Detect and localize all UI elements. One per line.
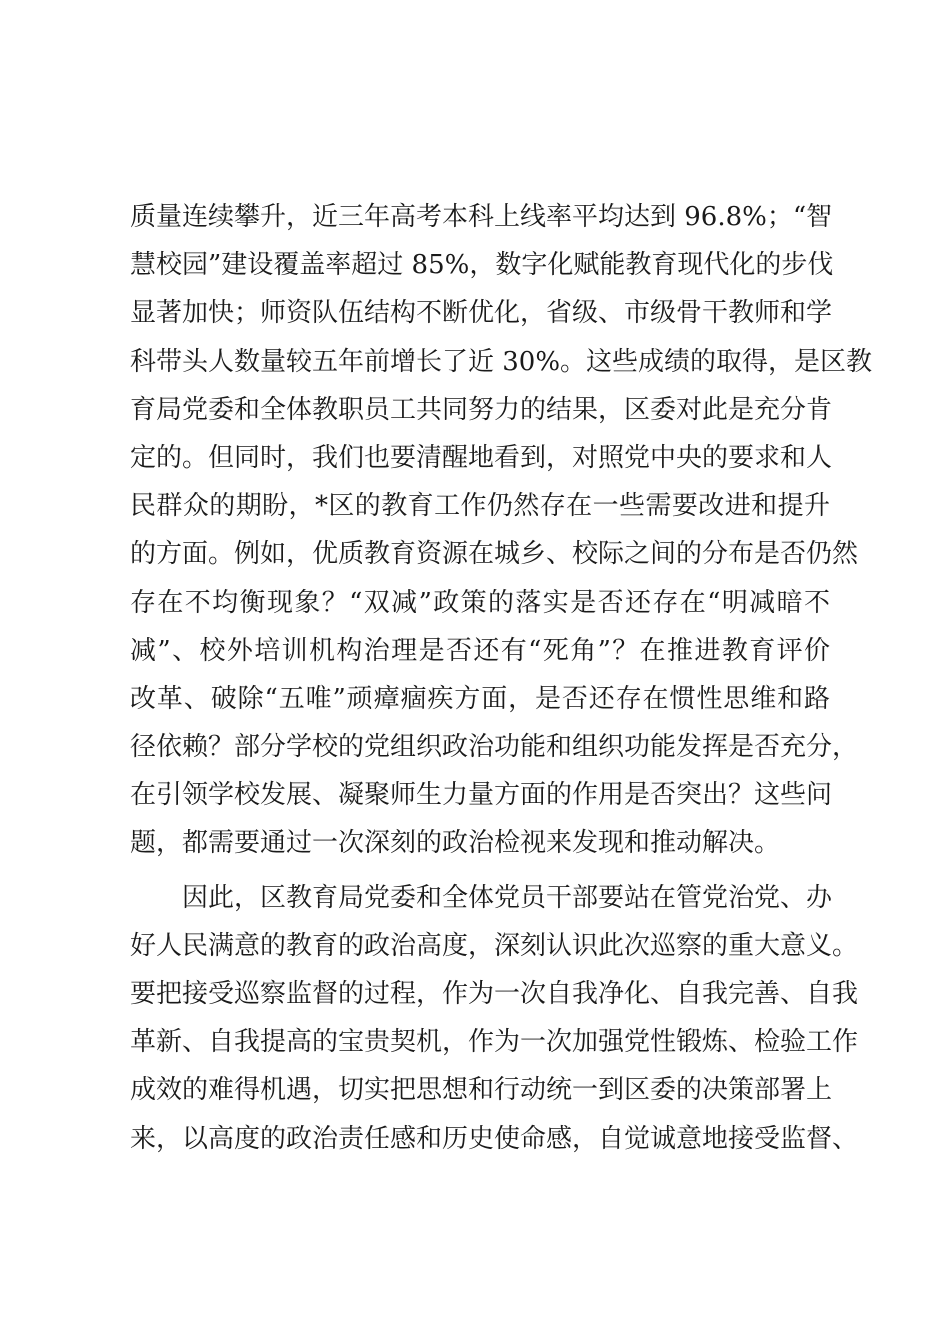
paragraph-2 [130, 874, 859, 1163]
paragraph-line: 径依赖？部分学校的党组织政治功能和组织功能发挥是否充分， [130, 732, 859, 763]
paragraph-line: 要把接受巡察监督的过程，作为一次自我净化、自我完善、自我 [130, 979, 859, 1009]
paragraph-line: 在引领学校发展、凝聚师生力量方面的作用是否突出？这些问 [130, 780, 833, 811]
paragraph-line: 科带头人数量较五年前增长了近 30%。这些成绩的取得，是区教 [130, 346, 873, 377]
paragraph-line: 成效的难得机遇，切实把思想和行动统一到区委的决策部署上 [130, 1075, 833, 1106]
paragraph-line: 显著加快；师资队伍结构不断优化，省级、市级骨干教师和学 [130, 298, 833, 329]
paragraph-line: 来，以高度的政治责任感和历史使命感，自觉诚意地接受监督、 [130, 1123, 859, 1154]
paragraph-line: 质量连续攀升，近三年高考本科上线率平均达到 96.8%；“智 [130, 202, 833, 232]
paragraph-line: 题，都需要通过一次深刻的政治检视来发现和推动解决。 [130, 828, 781, 859]
paragraph-line: 育局党委和全体教职员工共同努力的结果，区委对此是充分肯 [130, 394, 833, 425]
paragraph-line: 慧校园”建设覆盖率超过 85%，数字化赋能教育现代化的步伐 [130, 250, 834, 281]
paragraph-line: 好人民满意的教育的政治高度，深刻认识此次巡察的重大意义。 [130, 930, 859, 961]
paragraph-line: 存在不均衡现象？“双减”政策的落实是否还存在“明减暗不 [130, 587, 830, 618]
paragraph-line: 的方面。例如，优质教育资源在城乡、校际之间的分布是否仍然 [130, 539, 859, 570]
paragraph-line: 改革、破除“五唯”顽瘴痼疾方面，是否还存在惯性思维和路 [130, 683, 830, 714]
document-body [130, 193, 873, 1163]
paragraph-line: 减”、校外培训机构治理是否还有“死角”？在推进教育评价 [130, 635, 830, 666]
paragraph-line: 民群众的期盼，*区的教育工作仍然存在一些需要改进和提升 [130, 491, 830, 522]
paragraph-1 [130, 193, 873, 868]
paragraph-line: 定的。但同时，我们也要清醒地看到，对照党中央的要求和人 [130, 442, 833, 473]
paragraph-line: 革新、自我提高的宝贵契机，作为一次加强党性锻炼、检验工作 [130, 1027, 859, 1058]
paragraph-line: 因此，区教育局党委和全体党员干部要站在管党治党、办 [182, 882, 833, 913]
